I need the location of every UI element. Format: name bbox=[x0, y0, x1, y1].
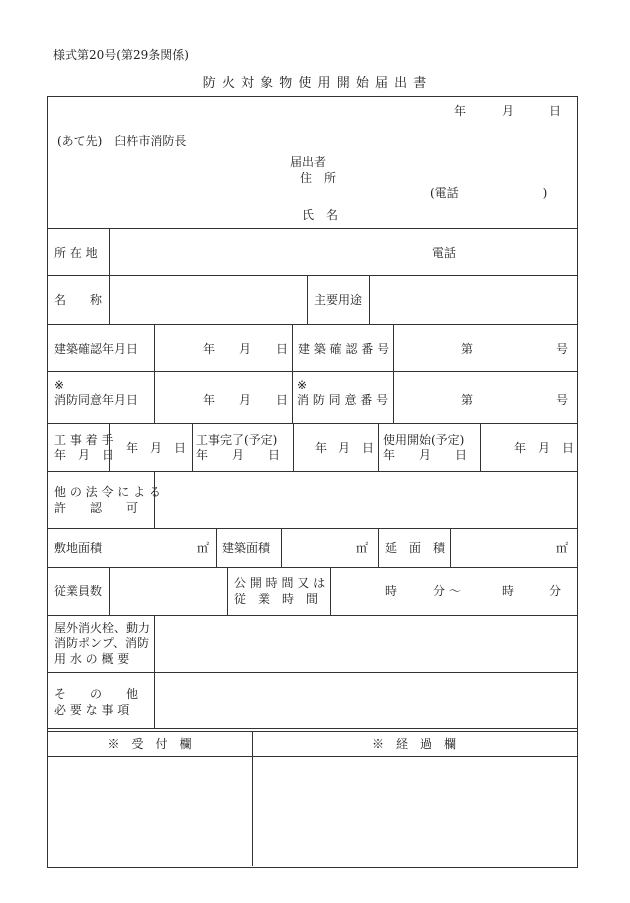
floor-area-unit: ㎡ bbox=[556, 541, 569, 555]
employees-label: 従業員数 bbox=[54, 584, 103, 598]
col-divider bbox=[281, 528, 282, 567]
phone-label: (電話 ) bbox=[430, 186, 548, 200]
fire-consent-go: 号 bbox=[556, 393, 569, 407]
row-divider bbox=[47, 471, 577, 472]
col-divider bbox=[393, 324, 394, 423]
row-divider bbox=[47, 567, 577, 568]
construction-start-label-2: 年 月 日 bbox=[54, 448, 115, 462]
bldg-area-unit: ㎡ bbox=[356, 541, 369, 555]
construction-end-day: 日 bbox=[362, 441, 375, 455]
fire-consent-no-mark: ※ bbox=[297, 378, 308, 392]
col-divider bbox=[293, 423, 294, 471]
main-use-label: 主要用途 bbox=[314, 293, 363, 307]
hours-start-hour: 時 bbox=[385, 584, 398, 598]
other-laws-label-2: 許 認 可 bbox=[54, 501, 139, 515]
col-divider bbox=[227, 567, 228, 615]
other-matters-label-1: そ の 他 bbox=[54, 687, 139, 701]
progress-label: ※ 経 過 欄 bbox=[371, 737, 456, 751]
bldg-confirm-no-label: 建 築 確 認 番 号 bbox=[298, 342, 390, 356]
fire-consent-dai: 第 bbox=[461, 393, 474, 407]
site-area-unit: ㎡ bbox=[197, 541, 210, 555]
fire-consent-year: 年 bbox=[203, 393, 216, 407]
construction-end-year: 年 bbox=[315, 441, 328, 455]
fire-consent-day: 日 bbox=[276, 393, 289, 407]
fire-consent-mark: ※ bbox=[54, 378, 65, 392]
header-month: 月 bbox=[502, 104, 515, 118]
construction-start-month: 月 bbox=[150, 441, 163, 455]
row-divider bbox=[47, 615, 577, 616]
construction-start-day: 日 bbox=[174, 441, 187, 455]
applicant-label: 届出者 bbox=[290, 155, 327, 169]
construction-end-label-2: 年 月 日 bbox=[196, 448, 281, 462]
row-divider bbox=[47, 275, 577, 276]
use-start-day: 日 bbox=[562, 441, 575, 455]
location-phone-label: 電話 bbox=[432, 246, 457, 260]
col-divider bbox=[378, 528, 379, 567]
site-area-label: 敷地面積 bbox=[54, 541, 103, 555]
header-day: 日 bbox=[549, 104, 562, 118]
row-divider bbox=[47, 672, 577, 673]
col-divider bbox=[154, 615, 155, 728]
bldg-confirm-dai: 第 bbox=[461, 342, 474, 356]
bldg-confirm-go: 号 bbox=[556, 342, 569, 356]
section-divider bbox=[47, 728, 577, 732]
use-start-year: 年 bbox=[514, 441, 527, 455]
row-divider bbox=[47, 528, 577, 529]
col-divider bbox=[109, 423, 110, 471]
addressee: (あて先) 臼杵市消防長 bbox=[57, 134, 187, 148]
name-row-label: 名 称 bbox=[54, 293, 103, 307]
construction-end-month: 月 bbox=[338, 441, 351, 455]
floor-area-label: 延 面 積 bbox=[385, 541, 446, 555]
hours-end-hour: 時 bbox=[502, 584, 515, 598]
hours-start-minute: 分 〜 bbox=[433, 584, 461, 598]
use-start-label-1: 使用開始(予定) bbox=[383, 433, 465, 447]
bldg-confirm-month: 月 bbox=[239, 342, 252, 356]
fire-equipment-label-1: 屋外消火栓、動力 bbox=[54, 621, 151, 635]
col-divider bbox=[216, 528, 217, 567]
construction-start-label-1: 工 事 着 手 bbox=[54, 433, 114, 447]
use-start-label-2: 年 月 日 bbox=[383, 448, 468, 462]
location-label: 所 在 地 bbox=[54, 246, 98, 260]
bldg-confirm-date-label: 建築確認年月日 bbox=[54, 342, 139, 356]
hours-end-minute: 分 bbox=[549, 584, 562, 598]
row-divider bbox=[47, 228, 577, 229]
row-divider bbox=[47, 756, 577, 757]
col-divider bbox=[330, 567, 331, 615]
form-title: 防 火 対 象 物 使 用 開 始 届 出 書 bbox=[202, 76, 428, 91]
header-year: 年 bbox=[454, 104, 467, 118]
name-label: 氏 名 bbox=[302, 208, 339, 222]
col-divider bbox=[307, 275, 308, 324]
col-divider bbox=[450, 528, 451, 567]
fire-equipment-label-3: 用 水 の 概 要 bbox=[54, 652, 130, 666]
other-laws-label-1: 他 の 法 令 に よ る bbox=[54, 485, 161, 499]
col-divider bbox=[252, 731, 253, 866]
col-divider bbox=[369, 275, 370, 324]
fire-consent-month: 月 bbox=[239, 393, 252, 407]
col-divider bbox=[109, 228, 110, 324]
other-matters-label-2: 必 要 な 事 項 bbox=[54, 703, 130, 717]
address-label: 住 所 bbox=[300, 171, 337, 185]
fire-consent-no-label: 消 防 同 意 番 号 bbox=[297, 393, 389, 407]
col-divider bbox=[154, 471, 155, 528]
bldg-area-label: 建築面積 bbox=[222, 541, 271, 555]
col-divider bbox=[109, 567, 110, 615]
bldg-confirm-year: 年 bbox=[203, 342, 216, 356]
col-divider bbox=[192, 423, 193, 471]
bldg-confirm-day: 日 bbox=[276, 342, 289, 356]
hours-label-2: 従 業 時 間 bbox=[234, 592, 319, 606]
col-divider bbox=[292, 324, 293, 423]
construction-start-year: 年 bbox=[126, 441, 139, 455]
col-divider bbox=[480, 423, 481, 471]
reception-label: ※ 受 付 欄 bbox=[107, 737, 192, 751]
form-number: 様式第20号(第29条関係) bbox=[53, 48, 189, 62]
row-divider bbox=[47, 324, 577, 325]
construction-end-label-1: 工事完了(予定) bbox=[196, 433, 278, 447]
col-divider bbox=[154, 324, 155, 423]
fire-consent-date-label: 消防同意年月日 bbox=[54, 393, 139, 407]
col-divider bbox=[378, 423, 379, 471]
row-divider bbox=[47, 423, 577, 424]
use-start-month: 月 bbox=[538, 441, 551, 455]
row-divider bbox=[47, 371, 577, 372]
fire-equipment-label-2: 消防ポンプ、消防 bbox=[54, 636, 150, 650]
hours-label-1: 公 開 時 間 又 は bbox=[234, 576, 326, 590]
